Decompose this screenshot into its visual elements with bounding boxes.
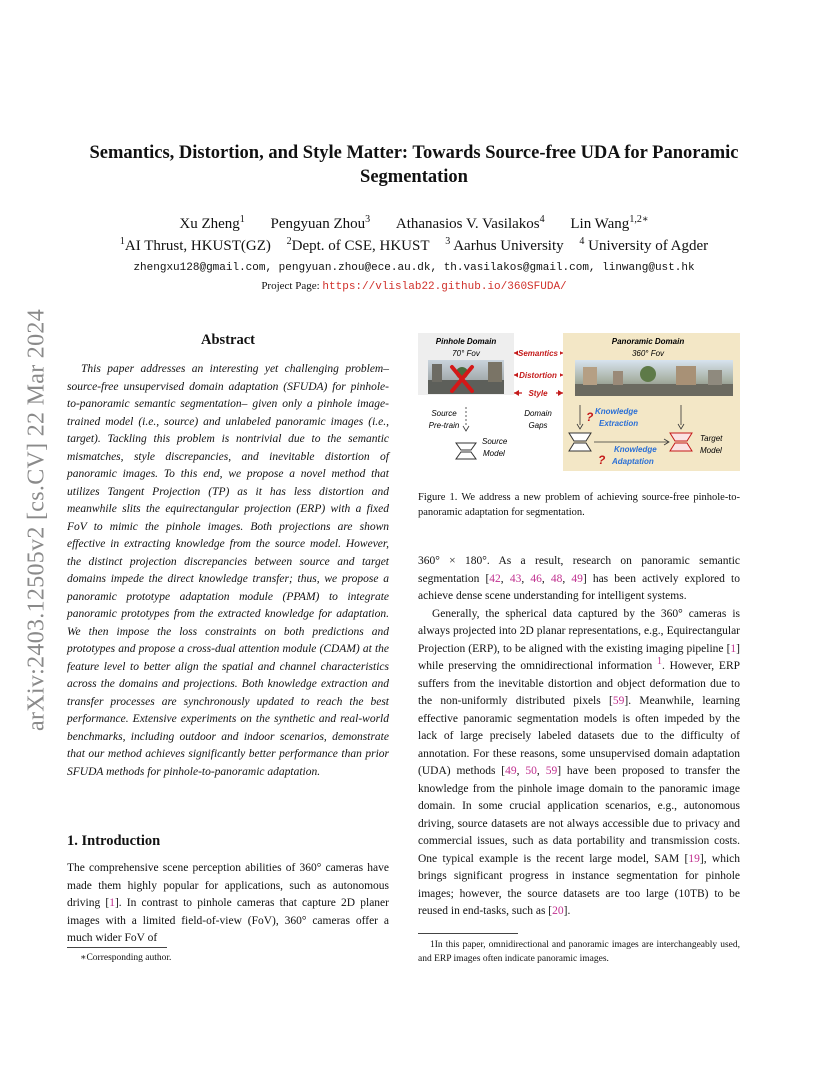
footnote-rule	[418, 933, 518, 934]
source-pretrain-label: Source	[431, 409, 457, 418]
footnote-rule	[67, 947, 167, 948]
knowledge-extraction-label: Extraction	[599, 419, 639, 428]
affiliation: $^4$ University of Agder	[579, 236, 709, 254]
paragraph: Generally, the spherical data captured by the 360° cameras is always projected into 2D planar representations, e.g., Equirectangular Projection (ERP), to be aligned with the existing imaging pipeline [1] while preserving the omnidirectional information $^1$. However, ERP suffers from the inevitable distortion and object deformation due to the non-uniformly distributed pixels [59]. Meanwhile, learning effective panoramic segmentation models is often impeded by the lack of large precisely labeled datasets due to the difficulty of annotation. For these reasons, some unsupervised domain adaptation (UDA) methods [49, 50, 59] have been proposed to transfer the knowledge from the pinhole image domain to the panoramic image domain. In some crucial application scenarios, e.g., autonomous driving, source datasets are not always accessible due to privacy and commercial issues, such as data portability and transmission costs. One typical example is the recent large model, SAM [19], which brings significant progress in instance segmentation for pinhole images; however, the source datasets are too large (10TB) to be reused in end-tasks, such as [20].	[418, 607, 741, 917]
citation-link[interactable]: 49	[571, 572, 583, 585]
paragraph: 360° × 180°. As a result, research on panoramic semantic segmentation [42, 43, 46, 48, 49] has been actively explored to achieve dense scene understanding for intelligent systems.	[418, 555, 740, 602]
abstract-heading: Abstract	[201, 332, 255, 348]
pinhole-domain-label: Pinhole Domain	[435, 337, 497, 346]
source-pretrain-label: Pre-train	[428, 421, 460, 430]
domain-gaps-label: Gaps	[528, 421, 548, 430]
citation-link[interactable]: 20	[552, 905, 564, 917]
source-model-label: Model	[483, 449, 505, 458]
author: Lin Wang$^{1,2∗}$	[570, 214, 649, 232]
affiliation: $^3$ Aarhus University	[445, 236, 564, 254]
panoramic-fov-label: 360° Fov	[631, 349, 665, 358]
figure-caption: Figure 1. We address a new problem of achieving source-free pinhole-to-panoramic adaptation for segmentation.	[418, 492, 740, 518]
source-model-label: Source	[482, 437, 508, 446]
project-link[interactable]: https://vlislab22.github.io/360SFUDA/	[322, 281, 567, 293]
panoramic-domain-label: Panoramic Domain	[611, 337, 685, 346]
citation-link[interactable]: 49	[505, 765, 517, 777]
citation-link[interactable]: 59	[545, 765, 558, 777]
pinhole-fov-label: 70° Fov	[452, 349, 480, 358]
abstract-text: This paper addresses an interesting yet challenging problem– source-free unsupervised domain adaptation (SFUDA) for pinhole-to-panoramic semantic segmentation– given only a pinhole image-trained model (i.e., source) and unlabeled panoramic images (i.e., target). Tackling this problem is nontrivial due to the semantic mismatches, style discrepancies, and inevitable distortion of panoramic images. To this end, we propose a novel method that utilizes Tangent Projection (TP) as it has less distortion and meanwhile slits the equirectangular projection (ERP) with a fixed FoV to mimic the pinhole images. Both projections are shown effective in extracting knowledge from the source model. However, the distinct projection discrepancies between source and target domains impede the direct knowledge transfer; thus, we propose a panoramic prototype adaptation module (PPAM) to integrate panoramic prototypes from the extracted knowledge for adaptation. We then impose the loss constraints on both predictions and prototypes and propose a cross-dual attention module (CDAM) at the feature level to better align the spatial and channel characteristics across the domains and projections. Both knowledge extraction and transfer processes are synchronously updated to reach the best performance. Extensive experiments on the synthetic and real-world benchmarks, including outdoor and indoor scenarios, demonstrate that our method achieves significantly better performance than prior SFUDA methods for pinhole-to-panoramic adaptation.	[67, 363, 389, 778]
citation-link[interactable]: 1	[109, 897, 115, 909]
affiliation: $^1$AI Thrust, HKUST(GZ)	[119, 236, 271, 254]
pinhole-image	[428, 360, 504, 394]
citation-link[interactable]: 19	[688, 852, 700, 865]
panoramic-image	[575, 360, 733, 396]
right-column-text	[418, 553, 740, 921]
author: Xu Zheng$^1$	[179, 214, 245, 232]
citation-link[interactable]: 59	[612, 695, 625, 707]
citation-link[interactable]: 42	[489, 572, 501, 585]
affiliation-list	[60, 238, 768, 255]
arxiv-identifier: arXiv:2403.12505v2 [cs.CV] 22 Mar 2024	[23, 308, 50, 732]
knowledge-adaptation-label: Adaptation	[612, 457, 654, 466]
citation-link[interactable]: 1	[730, 642, 737, 655]
author: Pengyuan Zhou$^3$	[270, 214, 371, 232]
domain-gaps-label: Domain	[524, 409, 552, 418]
footnote-omnidirectional: 1In this paper, omnidirectional and panoramic images are interchangeably used, and ERP images often indicate panoramic images.	[418, 940, 740, 964]
project-label: Project Page:	[261, 280, 320, 292]
target-model-label: Model	[700, 446, 722, 455]
footnote-corresponding: ∗Corresponding author.	[80, 953, 172, 963]
question-icon: ?	[598, 453, 606, 467]
distortion-gap-label: Distortion	[519, 371, 557, 380]
author-emails: zhengxu128@gmail.com, pengyuan.zhou@ece.au.dk, th.vasilakos@gmail.com, linwang@ust.hk	[133, 262, 695, 274]
paper-title: Semantics, Distortion, and Style Matter: Towards Source-free UDA for Panoramic Segmentation	[89, 143, 739, 187]
style-gap-label: Style	[528, 389, 548, 398]
figure-1	[418, 333, 740, 471]
semantics-gap-label: Semantics	[517, 349, 559, 358]
citation-link[interactable]: 46	[530, 572, 542, 585]
knowledge-extraction-label: Knowledge	[595, 407, 638, 416]
citation-link[interactable]: 48	[550, 572, 563, 585]
arrow-down-icon	[463, 426, 469, 431]
introduction-text: The comprehensive scene perception abilities of 360° cameras have made them highly popular for applications, such as autonomous driving [1]. In contrast to pinhole cameras that capture 2D planer images with a limited field-of-view (FoV), 360° cameras offer a much wider FoV of	[67, 862, 389, 944]
source-model-icon	[456, 443, 476, 459]
author-list	[60, 216, 768, 233]
question-icon: ?	[586, 410, 594, 424]
introduction-heading: 1. Introduction	[67, 833, 161, 849]
project-page	[60, 280, 768, 293]
citation-link[interactable]: 43	[509, 572, 522, 585]
knowledge-adaptation-label: Knowledge	[614, 445, 657, 454]
author: Athanasios V. Vasilakos$^4$	[395, 214, 545, 232]
footnote-marker[interactable]: 1	[656, 656, 662, 668]
affiliation: $^2$Dept. of CSE, HKUST	[286, 236, 430, 254]
target-model-label: Target	[700, 434, 723, 443]
citation-link[interactable]: 50	[525, 765, 537, 777]
